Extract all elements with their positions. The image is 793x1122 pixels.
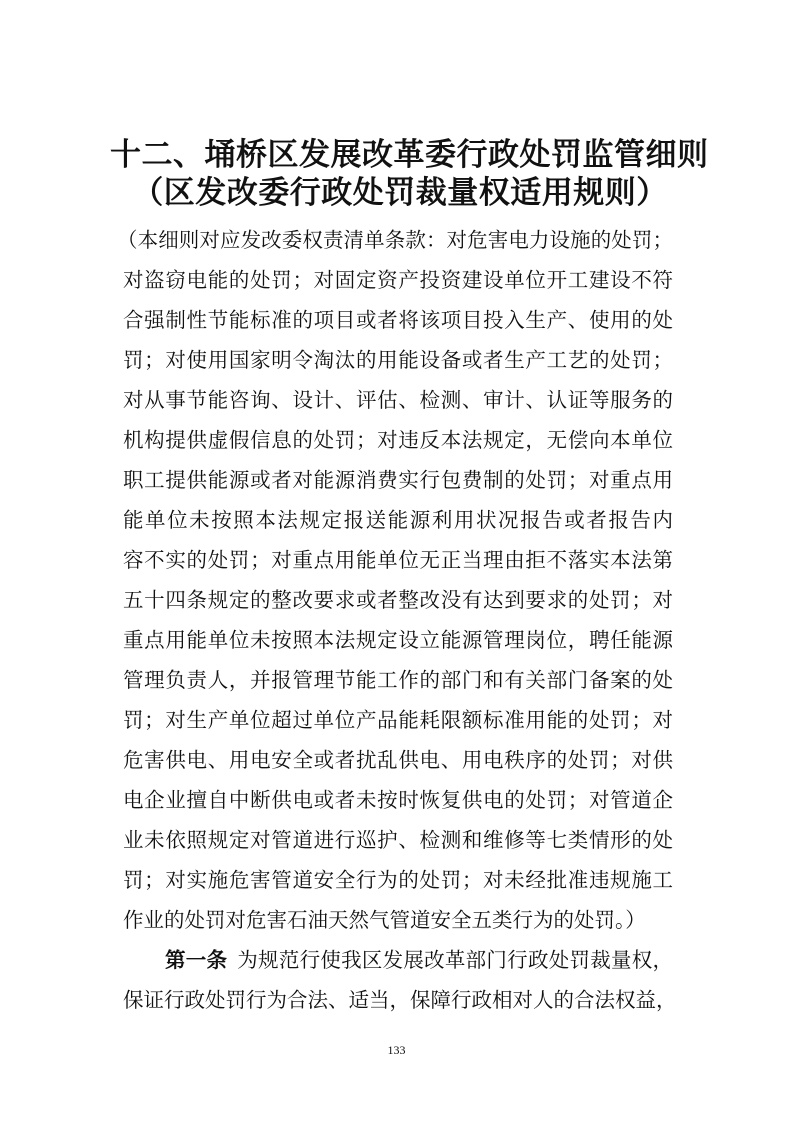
intro-line: 合强制性节能标准的项目或者将该项目投入生产、使用的处 [123, 308, 673, 332]
article-1-line: 保证行政处罚行为合法、适当，保障行政相对人的合法权益， [123, 988, 677, 1012]
intro-line: 业未依照规定对管道进行巡护、检测和维修等七类情形的处 [123, 828, 673, 852]
intro-line: 机构提供虚假信息的处罚；对违反本法规定，无偿向本单位 [123, 428, 673, 452]
document-title: 十二、埇桥区发展改革委行政处罚监管细则 [110, 137, 709, 173]
intro-line: 罚；对使用国家明令淘汰的用能设备或者生产工艺的处罚； [123, 348, 673, 372]
intro-line: 容不实的处罚；对重点用能单位无正当理由拒不落实本法第 [123, 548, 673, 572]
document-subtitle: （区发改委行政处罚裁量权适用规则） [132, 175, 668, 211]
intro-line: （本细则对应发改委权责清单条款：对危害电力设施的处罚； [117, 228, 673, 252]
intro-line: 对盗窃电能的处罚；对固定资产投资建设单位开工建设不符 [123, 268, 673, 292]
article-1-first-line [165, 945, 673, 975]
intro-line: 能单位未按照本法规定报送能源利用状况报告或者报告内 [123, 508, 673, 532]
intro-line: 电企业擅自中断供电或者未按时恢复供电的处罚；对管道企 [123, 788, 673, 812]
intro-line: 作业的处罚对危害石油天然气管道安全五类行为的处罚。） [123, 908, 646, 932]
intro-line: 危害供电、用电安全或者扰乱供电、用电秩序的处罚；对供 [123, 748, 673, 772]
article-1-heading: 第一条 [165, 948, 228, 972]
intro-line: 罚；对生产单位超过单位产品能耗限额标准用能的处罚；对 [123, 708, 673, 732]
intro-line: 五十四条规定的整改要求或者整改没有达到要求的处罚；对 [123, 588, 673, 612]
intro-line: 管理负责人，并报管理节能工作的部门和有关部门备案的处 [123, 668, 673, 692]
intro-line: 罚；对实施危害管道安全行为的处罚；对未经批准违规施工 [123, 868, 673, 892]
intro-line: 职工提供能源或者对能源消费实行包费制的处罚；对重点用 [123, 468, 673, 492]
page-number: 133 [387, 1043, 406, 1057]
intro-line: 重点用能单位未按照本法规定设立能源管理岗位，聘任能源 [123, 628, 673, 652]
intro-line: 对从事节能咨询、设计、评估、检测、审计、认证等服务的 [123, 388, 673, 412]
article-1-text: 为规范行使我区发展改革部门行政处罚裁量权， [237, 948, 674, 972]
